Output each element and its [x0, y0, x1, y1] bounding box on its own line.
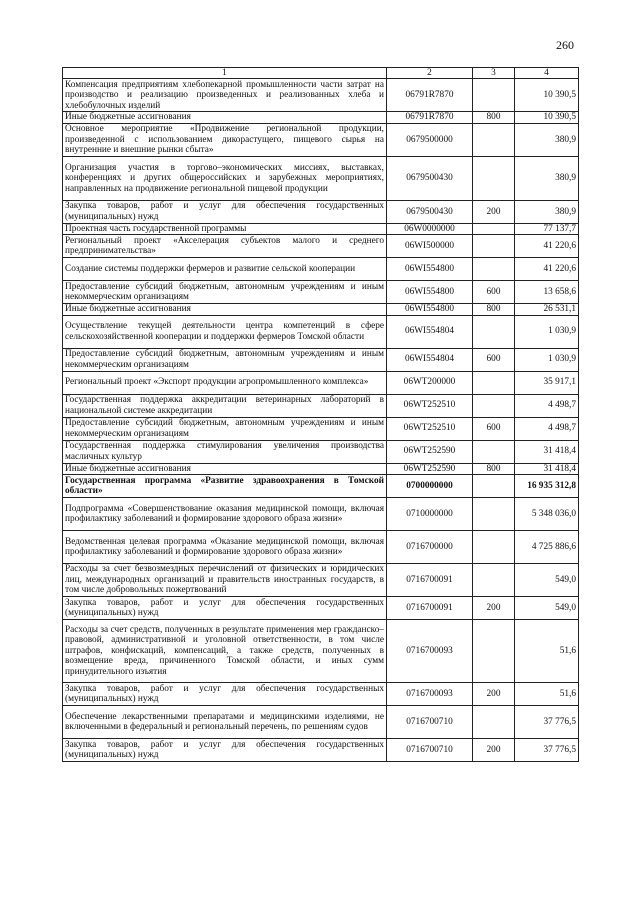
- row-name: Иные бюджетные ассигнования: [63, 112, 387, 123]
- table-row: [63, 371, 579, 394]
- row-code: 0679500430: [387, 200, 473, 223]
- row-amount: 31 418,4: [515, 463, 579, 474]
- row-code: 0716700093: [387, 683, 473, 706]
- table-row: [63, 531, 579, 564]
- header-col-4: 4: [515, 68, 579, 79]
- row-name: Расходы за счет средств, полученных в результате применения мер гражданско–правовой, административной и уголовной ответственности, в том числе штрафов, конфискаций, компенсаций, а также средств, полученных в возмещение вреда, причиненного Томской области, и иных сумм принудительного изъятия: [63, 620, 387, 683]
- page-number: 260: [556, 38, 574, 52]
- row-expense-type: [473, 315, 515, 348]
- row-name: Осуществление текущей деятельности центра компетенций в сфере сельскохозяйственной кооперации и поддержки фермеров Томской области: [63, 315, 387, 348]
- row-code: 0710000000: [387, 498, 473, 531]
- row-code: 06WI554800: [387, 258, 473, 281]
- row-amount: 1 030,9: [515, 348, 579, 371]
- table-row: [63, 123, 579, 156]
- row-expense-type: [473, 156, 515, 200]
- row-expense-type: [473, 79, 515, 112]
- row-amount: 1 030,9: [515, 315, 579, 348]
- table-row: [63, 463, 579, 474]
- table-row: [63, 475, 579, 498]
- row-amount: 77 137,7: [515, 223, 579, 234]
- row-amount: 380,9: [515, 200, 579, 223]
- row-expense-type: [473, 620, 515, 683]
- table-row: [63, 498, 579, 531]
- row-expense-type: [473, 123, 515, 156]
- row-code: 06791R7870: [387, 79, 473, 112]
- row-amount: 5 348 036,0: [515, 498, 579, 531]
- table-row: [63, 348, 579, 371]
- row-amount: 16 935 312,8: [515, 475, 579, 498]
- row-amount: 35 917,1: [515, 371, 579, 394]
- row-amount: 37 776,5: [515, 739, 579, 762]
- table-row: [63, 79, 579, 112]
- row-amount: 51,6: [515, 683, 579, 706]
- row-amount: 4 725 886,6: [515, 531, 579, 564]
- table-row: [63, 223, 579, 234]
- row-amount: 13 658,6: [515, 281, 579, 304]
- row-amount: 380,9: [515, 156, 579, 200]
- row-name: Закупка товаров, работ и услуг для обеспечения государственных (муниципальных) нужд: [63, 200, 387, 223]
- row-name: Основное мероприятие «Продвижение региональной продукции, произведенной с использованием дикорастущего, пищевого сырья на внутренние и внешние рынки сбыта»: [63, 123, 387, 156]
- row-code: 06791R7870: [387, 112, 473, 123]
- row-amount: 26 531,1: [515, 304, 579, 315]
- table-row: [63, 200, 579, 223]
- row-amount: 10 390,5: [515, 112, 579, 123]
- table-row: [63, 417, 579, 440]
- table-row: [63, 620, 579, 683]
- row-expense-type: [473, 394, 515, 417]
- row-name: Создание системы поддержки фермеров и развитие сельской кооперации: [63, 258, 387, 281]
- header-col-1: 1: [63, 68, 387, 79]
- row-amount: 549,0: [515, 564, 579, 597]
- row-name: Закупка товаров, работ и услуг для обеспечения государственных (муниципальных) нужд: [63, 683, 387, 706]
- row-expense-type: [473, 531, 515, 564]
- row-name: Государственная программа «Развитие здравоохранения в Томской области»: [63, 475, 387, 498]
- row-amount: 37 776,5: [515, 706, 579, 739]
- table-row: [63, 683, 579, 706]
- row-name: Иные бюджетные ассигнования: [63, 304, 387, 315]
- row-code: 06WT252590: [387, 463, 473, 474]
- row-expense-type: [473, 258, 515, 281]
- row-expense-type: 200: [473, 739, 515, 762]
- row-expense-type: [473, 223, 515, 234]
- row-expense-type: 600: [473, 417, 515, 440]
- row-expense-type: [473, 498, 515, 531]
- row-expense-type: [473, 706, 515, 739]
- row-code: 06WT200000: [387, 371, 473, 394]
- row-expense-type: [473, 440, 515, 463]
- row-expense-type: 200: [473, 683, 515, 706]
- row-expense-type: [473, 475, 515, 498]
- row-expense-type: 800: [473, 112, 515, 123]
- table-row: [63, 304, 579, 315]
- row-code: 06WT252590: [387, 440, 473, 463]
- row-expense-type: [473, 371, 515, 394]
- row-amount: 4 498,7: [515, 394, 579, 417]
- row-amount: 380,9: [515, 123, 579, 156]
- table-row: [63, 258, 579, 281]
- table-row: [63, 394, 579, 417]
- row-expense-type: [473, 564, 515, 597]
- row-name: Компенсация предприятиям хлебопекарной промышленности части затрат на производство и реализацию произведенных и реализованных хлеба и хлебобулочных изделий: [63, 79, 387, 112]
- row-amount: 41 220,6: [515, 235, 579, 258]
- row-expense-type: 200: [473, 597, 515, 620]
- row-expense-type: 600: [473, 348, 515, 371]
- row-amount: 10 390,5: [515, 79, 579, 112]
- row-expense-type: 200: [473, 200, 515, 223]
- header-col-2: 2: [387, 68, 473, 79]
- table-row: [63, 706, 579, 739]
- row-code: 0716700091: [387, 597, 473, 620]
- table-row: [63, 597, 579, 620]
- row-name: Закупка товаров, работ и услуг для обеспечения государственных (муниципальных) нужд: [63, 739, 387, 762]
- row-expense-type: 800: [473, 463, 515, 474]
- row-name: Региональный проект «Акселерация субъектов малого и среднего предпринимательства»: [63, 235, 387, 258]
- row-code: 06W0000000: [387, 223, 473, 234]
- row-name: Иные бюджетные ассигнования: [63, 463, 387, 474]
- table-row: [63, 440, 579, 463]
- table-row: [63, 315, 579, 348]
- row-code: 06WT252510: [387, 417, 473, 440]
- row-code: 0716700091: [387, 564, 473, 597]
- budget-table: [62, 67, 579, 762]
- row-expense-type: 800: [473, 304, 515, 315]
- header-col-3: 3: [473, 68, 515, 79]
- row-name: Проектная часть государственной программы: [63, 223, 387, 234]
- table-row: [63, 156, 579, 200]
- table-row: [63, 739, 579, 762]
- table-row: [63, 281, 579, 304]
- row-code: 0716700710: [387, 706, 473, 739]
- row-code: 0679500430: [387, 156, 473, 200]
- row-amount: 4 498,7: [515, 417, 579, 440]
- row-code: 06WI554804: [387, 315, 473, 348]
- table-row: [63, 235, 579, 258]
- row-name: Подпрограмма «Совершенствование оказания медицинской помощи, включая профилактику заболеваний и формирование здорового образа жизни»: [63, 498, 387, 531]
- row-code: 0679500000: [387, 123, 473, 156]
- row-name: Закупка товаров, работ и услуг для обеспечения государственных (муниципальных) нужд: [63, 597, 387, 620]
- table-row: [63, 112, 579, 123]
- row-code: 06WI554804: [387, 348, 473, 371]
- row-name: Организация участия в торгово–экономических миссиях, выставках, конференциях и других общероссийских и зарубежных мероприятиях, направленных на продвижение региональной пищевой продукции: [63, 156, 387, 200]
- row-name: Обеспечение лекарственными препаратами и медицинскими изделиями, не включенными в федеральный и региональный перечень, по решениям судов: [63, 706, 387, 739]
- row-name: Государственная поддержка аккредитации ветеринарных лабораторий в национальной системе аккредитации: [63, 394, 387, 417]
- row-code: 0716700710: [387, 739, 473, 762]
- row-amount: 41 220,6: [515, 258, 579, 281]
- row-code: 06WI500000: [387, 235, 473, 258]
- row-name: Предоставление субсидий бюджетным, автономным учреждениям и иным некоммерческим организациям: [63, 281, 387, 304]
- row-code: 06WI554800: [387, 304, 473, 315]
- table-body: [63, 79, 579, 762]
- row-code: 06WT252510: [387, 394, 473, 417]
- row-expense-type: 600: [473, 281, 515, 304]
- table-row: [63, 564, 579, 597]
- row-name: Государственная поддержка стимулирования увеличения производства масличных культур: [63, 440, 387, 463]
- table-header-row: [63, 68, 579, 79]
- row-name: Предоставление субсидий бюджетным, автономным учреждениям и иным некоммерческим организациям: [63, 417, 387, 440]
- row-code: 0716700093: [387, 620, 473, 683]
- row-amount: 51,6: [515, 620, 579, 683]
- row-name: Расходы за счет безвозмездных перечислений от физических и юридических лиц, международных организаций и правительств иностранных государств, в том числе добровольных пожертвований: [63, 564, 387, 597]
- row-code: 0700000000: [387, 475, 473, 498]
- row-code: 0716700000: [387, 531, 473, 564]
- row-amount: 549,0: [515, 597, 579, 620]
- row-name: Предоставление субсидий бюджетным, автономным учреждениям и иным некоммерческим организациям: [63, 348, 387, 371]
- row-amount: 31 418,4: [515, 440, 579, 463]
- row-code: 06WI554800: [387, 281, 473, 304]
- row-name: Ведомственная целевая программа «Оказание медицинской помощи, включая профилактику заболеваний и формирование здорового образа жизни»: [63, 531, 387, 564]
- row-expense-type: [473, 235, 515, 258]
- row-name: Региональный проект «Экспорт продукции агропромышленного комплекса»: [63, 371, 387, 394]
